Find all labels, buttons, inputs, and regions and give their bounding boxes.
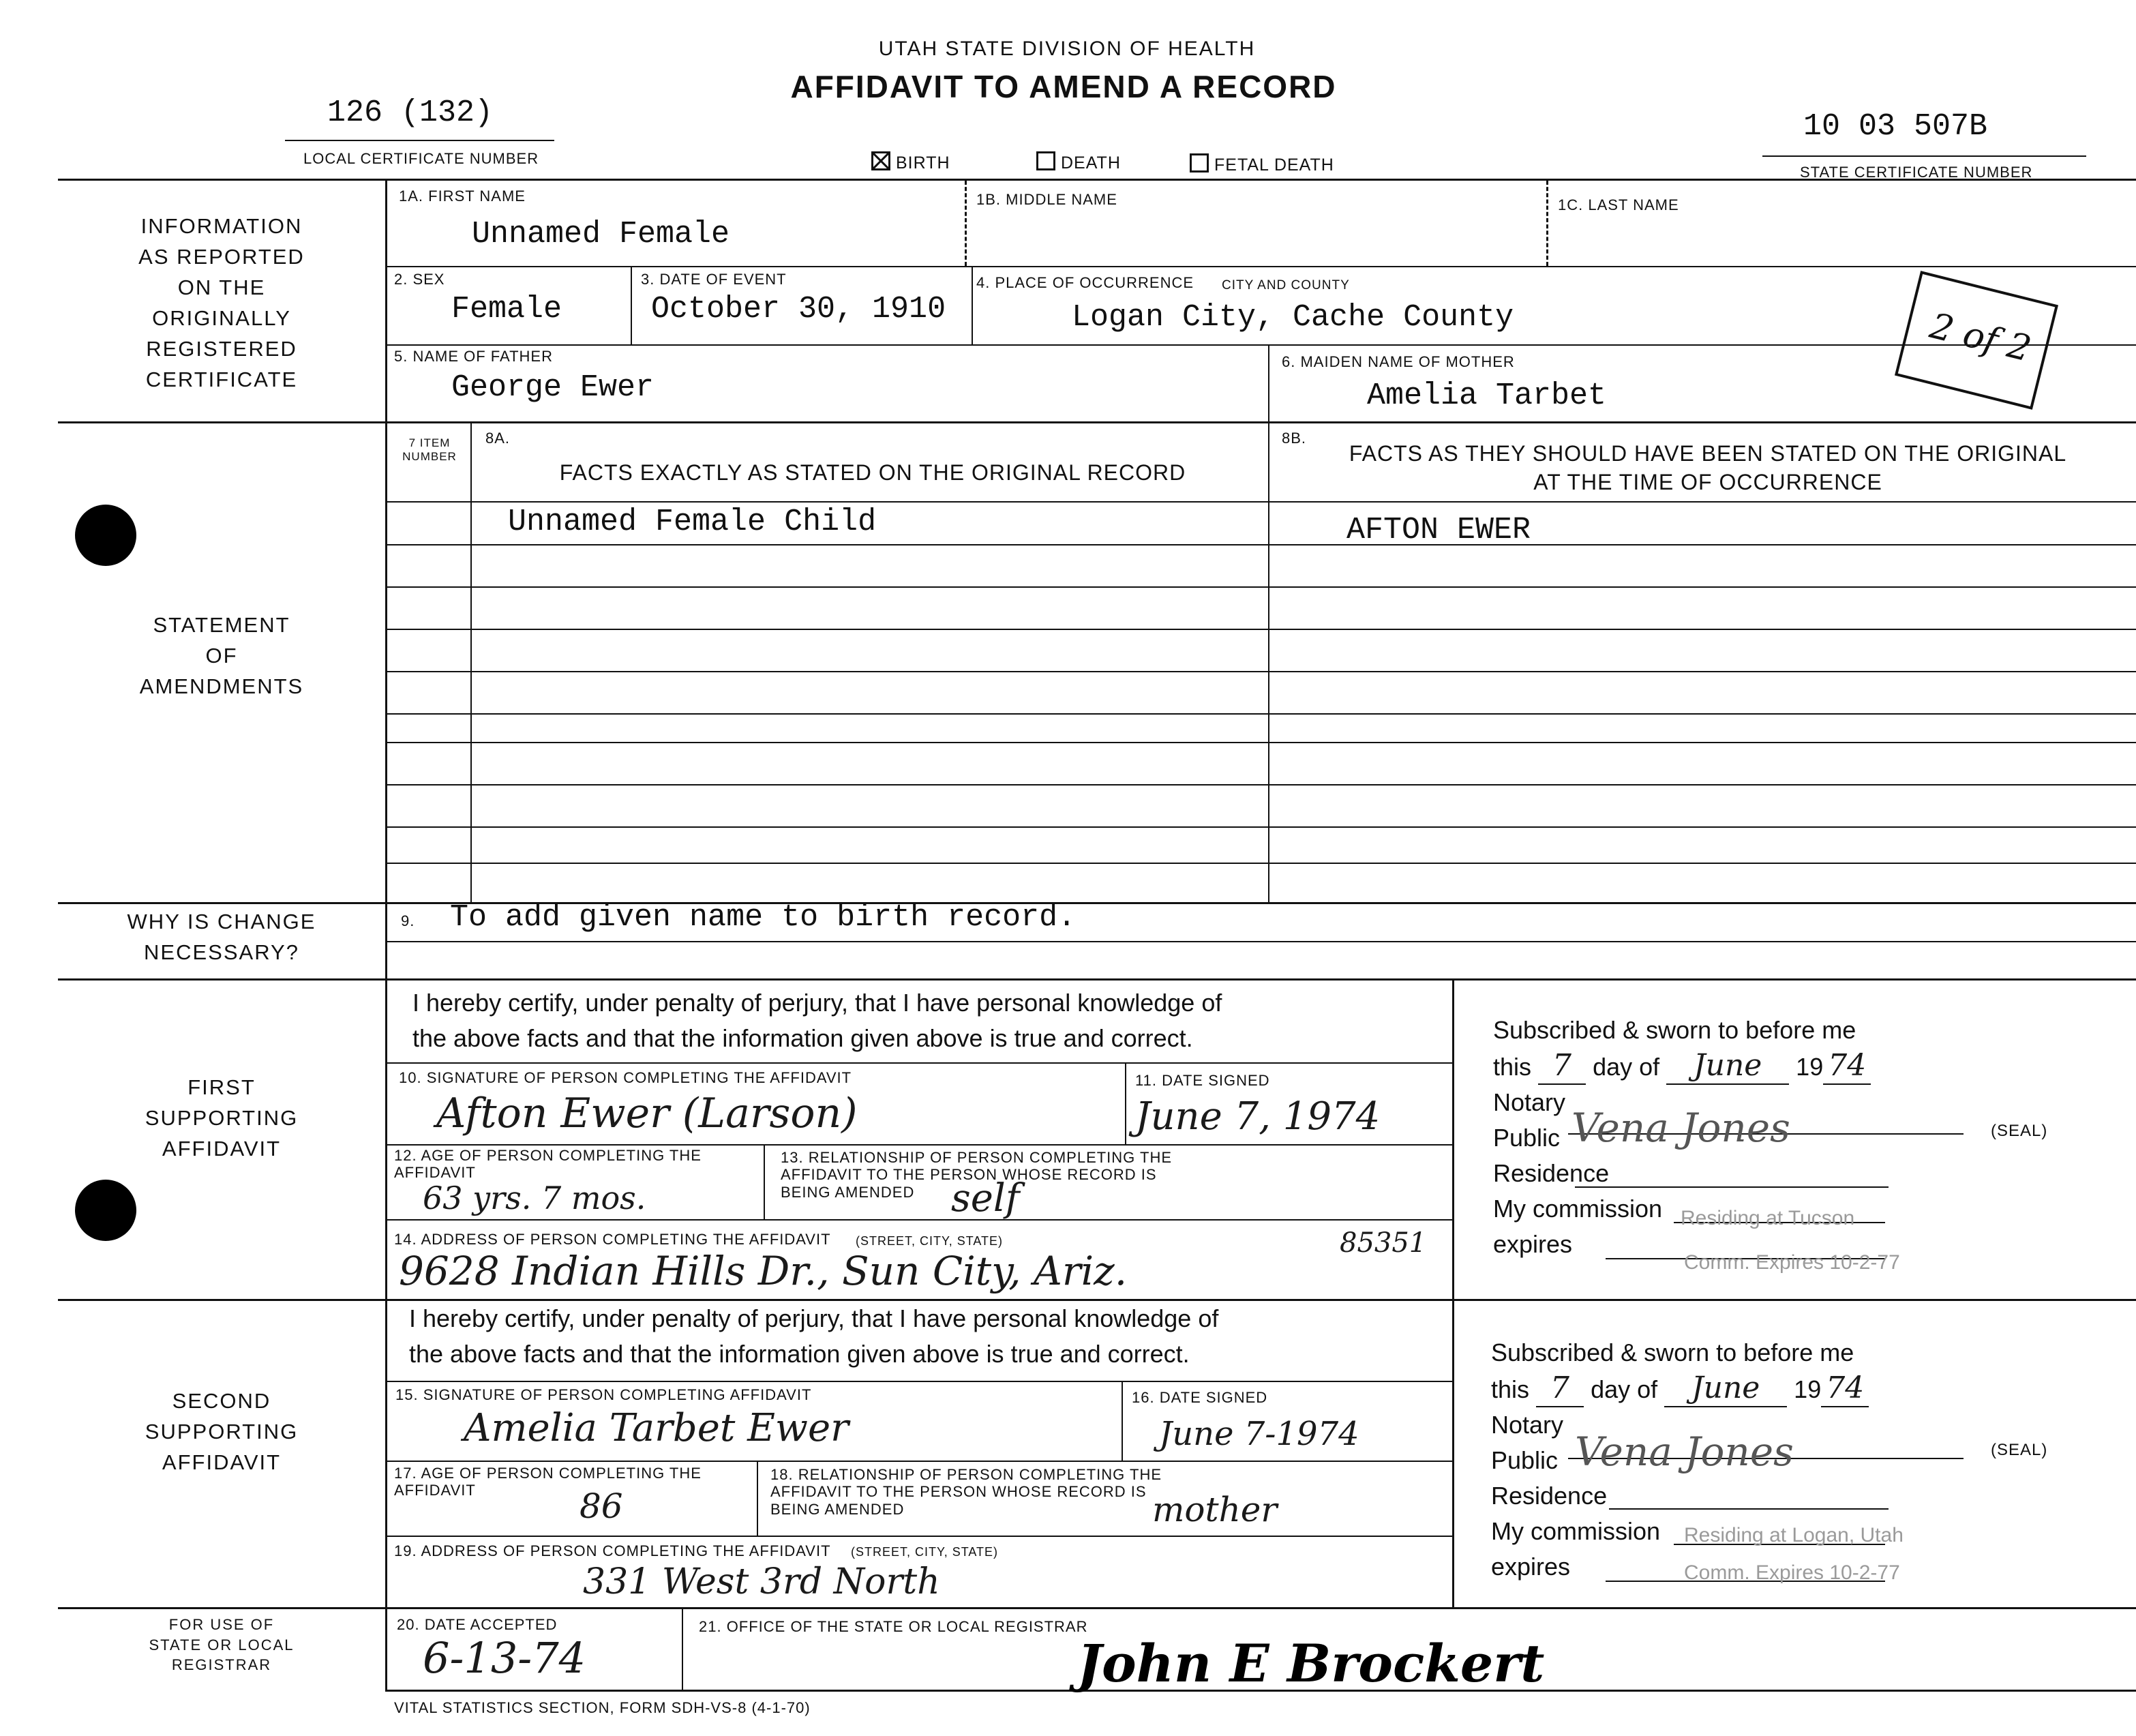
page-count-stamp (1895, 271, 2058, 410)
check-mark-icon (873, 153, 888, 168)
first-notary-this: this (1493, 1053, 1532, 1081)
second-age: 86 (580, 1486, 623, 1526)
second-notary-day-of: day of (1591, 1375, 1658, 1403)
amendment-original-value: Unnamed Female Child (508, 505, 877, 539)
first-seal-label: (SEAL) (1991, 1122, 2048, 1140)
birth-checkbox[interactable] (871, 151, 890, 170)
first-age: 63 yrs. 7 mos. (423, 1180, 646, 1216)
first-notary-commission-label: My commission (1493, 1195, 1663, 1223)
first-notary-year: 74 (1823, 1048, 1871, 1085)
first-name-value: Unnamed Female (472, 217, 730, 252)
first-name-label: 1A. FIRST NAME (399, 188, 526, 205)
date-accepted-label: 20. DATE ACCEPTED (397, 1616, 558, 1633)
first-notary-sworn-text: Subscribed & sworn to before me (1493, 1016, 1856, 1044)
place-of-occurrence-value: Logan City, Cache County (1072, 300, 1514, 335)
second-notary-stamp-expires: Comm. Expires 10-2-77 (1684, 1561, 1900, 1584)
registrar-office-label: 21. OFFICE OF THE STATE OR LOCAL REGISTRAR (699, 1618, 1088, 1635)
first-address-sublabel: (STREET, CITY, STATE) (856, 1234, 1004, 1248)
punch-hole-top (75, 505, 136, 566)
first-affidavit-certification: I hereby certify, under penalty of perjury, that I have personal knowledge of the above facts and that the information given above is true and correct. (412, 989, 1222, 1053)
second-notary-month: June (1664, 1371, 1787, 1407)
first-address: 9628 Indian Hills Dr., Sun City, Ariz. (399, 1248, 1128, 1294)
form-footer: VITAL STATISTICS SECTION, FORM SDH-VS-8 (4-1-70) (394, 1699, 811, 1716)
father-name-value: George Ewer (451, 370, 655, 405)
section-statement: STATEMENT OF AMENDMENTS (139, 613, 304, 698)
second-notary-year: 74 (1821, 1371, 1869, 1407)
first-age-label: 12. AGE OF PERSON COMPLETING THE AFFIDAVIT (394, 1147, 702, 1182)
mother-maiden-name-label: 6. MAIDEN NAME OF MOTHER (1282, 353, 1515, 370)
agency-name: UTAH STATE DIVISION OF HEALTH (878, 38, 1256, 60)
place-of-occurrence-label: 4. PLACE OF OCCURRENCE (976, 274, 1194, 291)
second-notary-label: Notary (1491, 1411, 1564, 1439)
date-of-event-label: 3. DATE OF EVENT (641, 271, 787, 288)
second-notary-residence-label: Residence (1491, 1482, 1608, 1510)
col-8a-label: FACTS EXACTLY AS STATED ON THE ORIGINAL RECORD (559, 460, 1186, 485)
first-relationship-label: 13. RELATIONSHIP OF PERSON COMPLETING THE AFFIDAVIT TO THE PERSON WHOSE RECORD IS BEING AMENDED (781, 1149, 1173, 1201)
second-relationship: mother (1152, 1490, 1278, 1529)
first-notary-nineteen: 19 (1796, 1053, 1824, 1081)
father-name-label: 5. NAME OF FATHER (394, 348, 553, 365)
second-address-label: 19. ADDRESS OF PERSON COMPLETING THE AFFIDAVIT (394, 1542, 831, 1559)
first-notary-stamp-expires: Comm. Expires 10-2-77 (1684, 1251, 1900, 1274)
death-label: DEATH (1061, 153, 1121, 173)
first-notary-label: Notary (1493, 1088, 1566, 1116)
sex-label: 2. SEX (394, 271, 445, 288)
sex-value: Female (451, 292, 562, 327)
second-notary-sworn-text: Subscribed & sworn to before me (1491, 1338, 1854, 1366)
second-affidavit-certification: I hereby certify, under penalty of perjury, that I have personal knowledge of the above facts and that the information given above is true and correct. (409, 1304, 1219, 1368)
second-notary-expires-label: expires (1491, 1553, 1571, 1581)
date-accepted: 6-13-74 (423, 1633, 586, 1683)
first-notary-month: June (1666, 1048, 1789, 1085)
first-notary-stamp-residence: Residing at Tucson (1681, 1207, 1855, 1229)
section-why: WHY IS CHANGE NECESSARY? (127, 910, 316, 964)
first-notary-residence-label: Residence (1493, 1159, 1610, 1187)
second-notary-signature: Vena Jones (1575, 1428, 1794, 1475)
second-signature: Amelia Tarbet Ewer (464, 1406, 849, 1450)
section-first-affidavit: FIRST SUPPORTING AFFIDAVIT (145, 1075, 299, 1161)
second-notary-this: this (1491, 1375, 1530, 1403)
section-second-affidavit: SECOND SUPPORTING AFFIDAVIT (145, 1389, 299, 1474)
second-seal-label: (SEAL) (1991, 1441, 2048, 1459)
col-8a-number: 8A. (485, 430, 511, 447)
section-original-info: INFORMATION AS REPORTED ON THE ORIGINALLY REGISTERED CERTIFICATE (138, 214, 305, 391)
punch-hole-bottom (75, 1180, 136, 1241)
middle-name-label: 1B. MIDDLE NAME (976, 191, 1117, 208)
last-name-label: 1C. LAST NAME (1558, 196, 1679, 213)
fetal-death-checkbox[interactable] (1190, 153, 1209, 173)
first-zip: 85351 (1340, 1227, 1427, 1259)
second-notary-nineteen: 19 (1794, 1375, 1822, 1403)
date-of-event-value: October 30, 1910 (651, 292, 946, 327)
first-notary-signature: Vena Jones (1571, 1105, 1790, 1151)
first-notary-expires-label: expires (1493, 1230, 1573, 1258)
registrar-signature: John E Brockert (1077, 1633, 1545, 1694)
second-notary-stamp-residence: Residing at Logan, Utah (1684, 1524, 1904, 1546)
second-notary-commission-label: My commission (1491, 1517, 1661, 1545)
second-date-signed: June 7-1974 (1159, 1415, 1359, 1453)
reason-text: To add given name to birth record. (450, 900, 1077, 935)
local-certificate-number: 126 (132) (327, 95, 494, 130)
reason-number: 9. (401, 912, 415, 929)
first-signature-label: 10. SIGNATURE OF PERSON COMPLETING THE AFFIDAVIT (399, 1069, 852, 1086)
state-certificate-label: STATE CERTIFICATE NUMBER (1800, 164, 2033, 181)
section-registrar: FOR USE OF STATE OR LOCAL REGISTRAR (149, 1616, 295, 1674)
death-checkbox[interactable] (1036, 151, 1055, 170)
record-type-fetal-death[interactable] (1190, 153, 1334, 175)
record-type-death[interactable] (1036, 151, 1121, 173)
first-date-signed-label: 11. DATE SIGNED (1135, 1072, 1270, 1089)
second-date-signed-label: 16. DATE SIGNED (1132, 1389, 1268, 1406)
first-date-signed: June 7, 1974 (1135, 1094, 1381, 1139)
second-notary-public-label: Public (1491, 1446, 1559, 1474)
state-certificate-number: 10 03 507B (1803, 109, 1988, 144)
page-count-text: 2 of 2 (1926, 305, 2035, 370)
first-notary-day-of: day of (1593, 1053, 1660, 1081)
col-8b-number: 8B. (1282, 430, 1307, 447)
record-type-birth[interactable] (871, 151, 950, 173)
amendment-corrected-value: AFTON EWER (1347, 513, 1531, 548)
second-address: 331 West 3rd North (583, 1561, 940, 1602)
place-city-county-label: CITY AND COUNTY (1222, 278, 1350, 293)
second-signature-label: 15. SIGNATURE OF PERSON COMPLETING AFFIDAVIT (395, 1386, 812, 1403)
first-relationship: self (951, 1176, 1020, 1221)
second-address-sublabel: (STREET, CITY, STATE) (851, 1545, 999, 1559)
second-relationship-label: 18. RELATIONSHIP OF PERSON COMPLETING THE AFFIDAVIT TO THE PERSON WHOSE RECORD IS BEING AMENDED (770, 1466, 1162, 1518)
mother-maiden-name-value: Amelia Tarbet (1367, 378, 1607, 413)
first-notary-public-label: Public (1493, 1124, 1561, 1152)
fetal-death-label: FETAL DEATH (1214, 155, 1334, 175)
birth-label: BIRTH (896, 153, 950, 173)
first-address-label: 14. ADDRESS OF PERSON COMPLETING THE AFFIDAVIT (394, 1231, 831, 1248)
first-signature: Afton Ewer (Larson) (436, 1090, 858, 1137)
item-number-label: 7 ITEM NUMBER (402, 436, 457, 463)
second-age-label: 17. AGE OF PERSON COMPLETING THE AFFIDAVIT (394, 1465, 702, 1499)
first-notary-day: 7 (1538, 1048, 1586, 1085)
form-title: AFFIDAVIT TO AMEND A RECORD (790, 69, 1337, 104)
second-notary-day: 7 (1536, 1371, 1584, 1407)
local-certificate-label: LOCAL CERTIFICATE NUMBER (303, 150, 539, 167)
col-8b-label: FACTS AS THEY SHOULD HAVE BEEN STATED ON THE ORIGINAL AT THE TIME OF OCCURRENCE (1349, 441, 2067, 494)
